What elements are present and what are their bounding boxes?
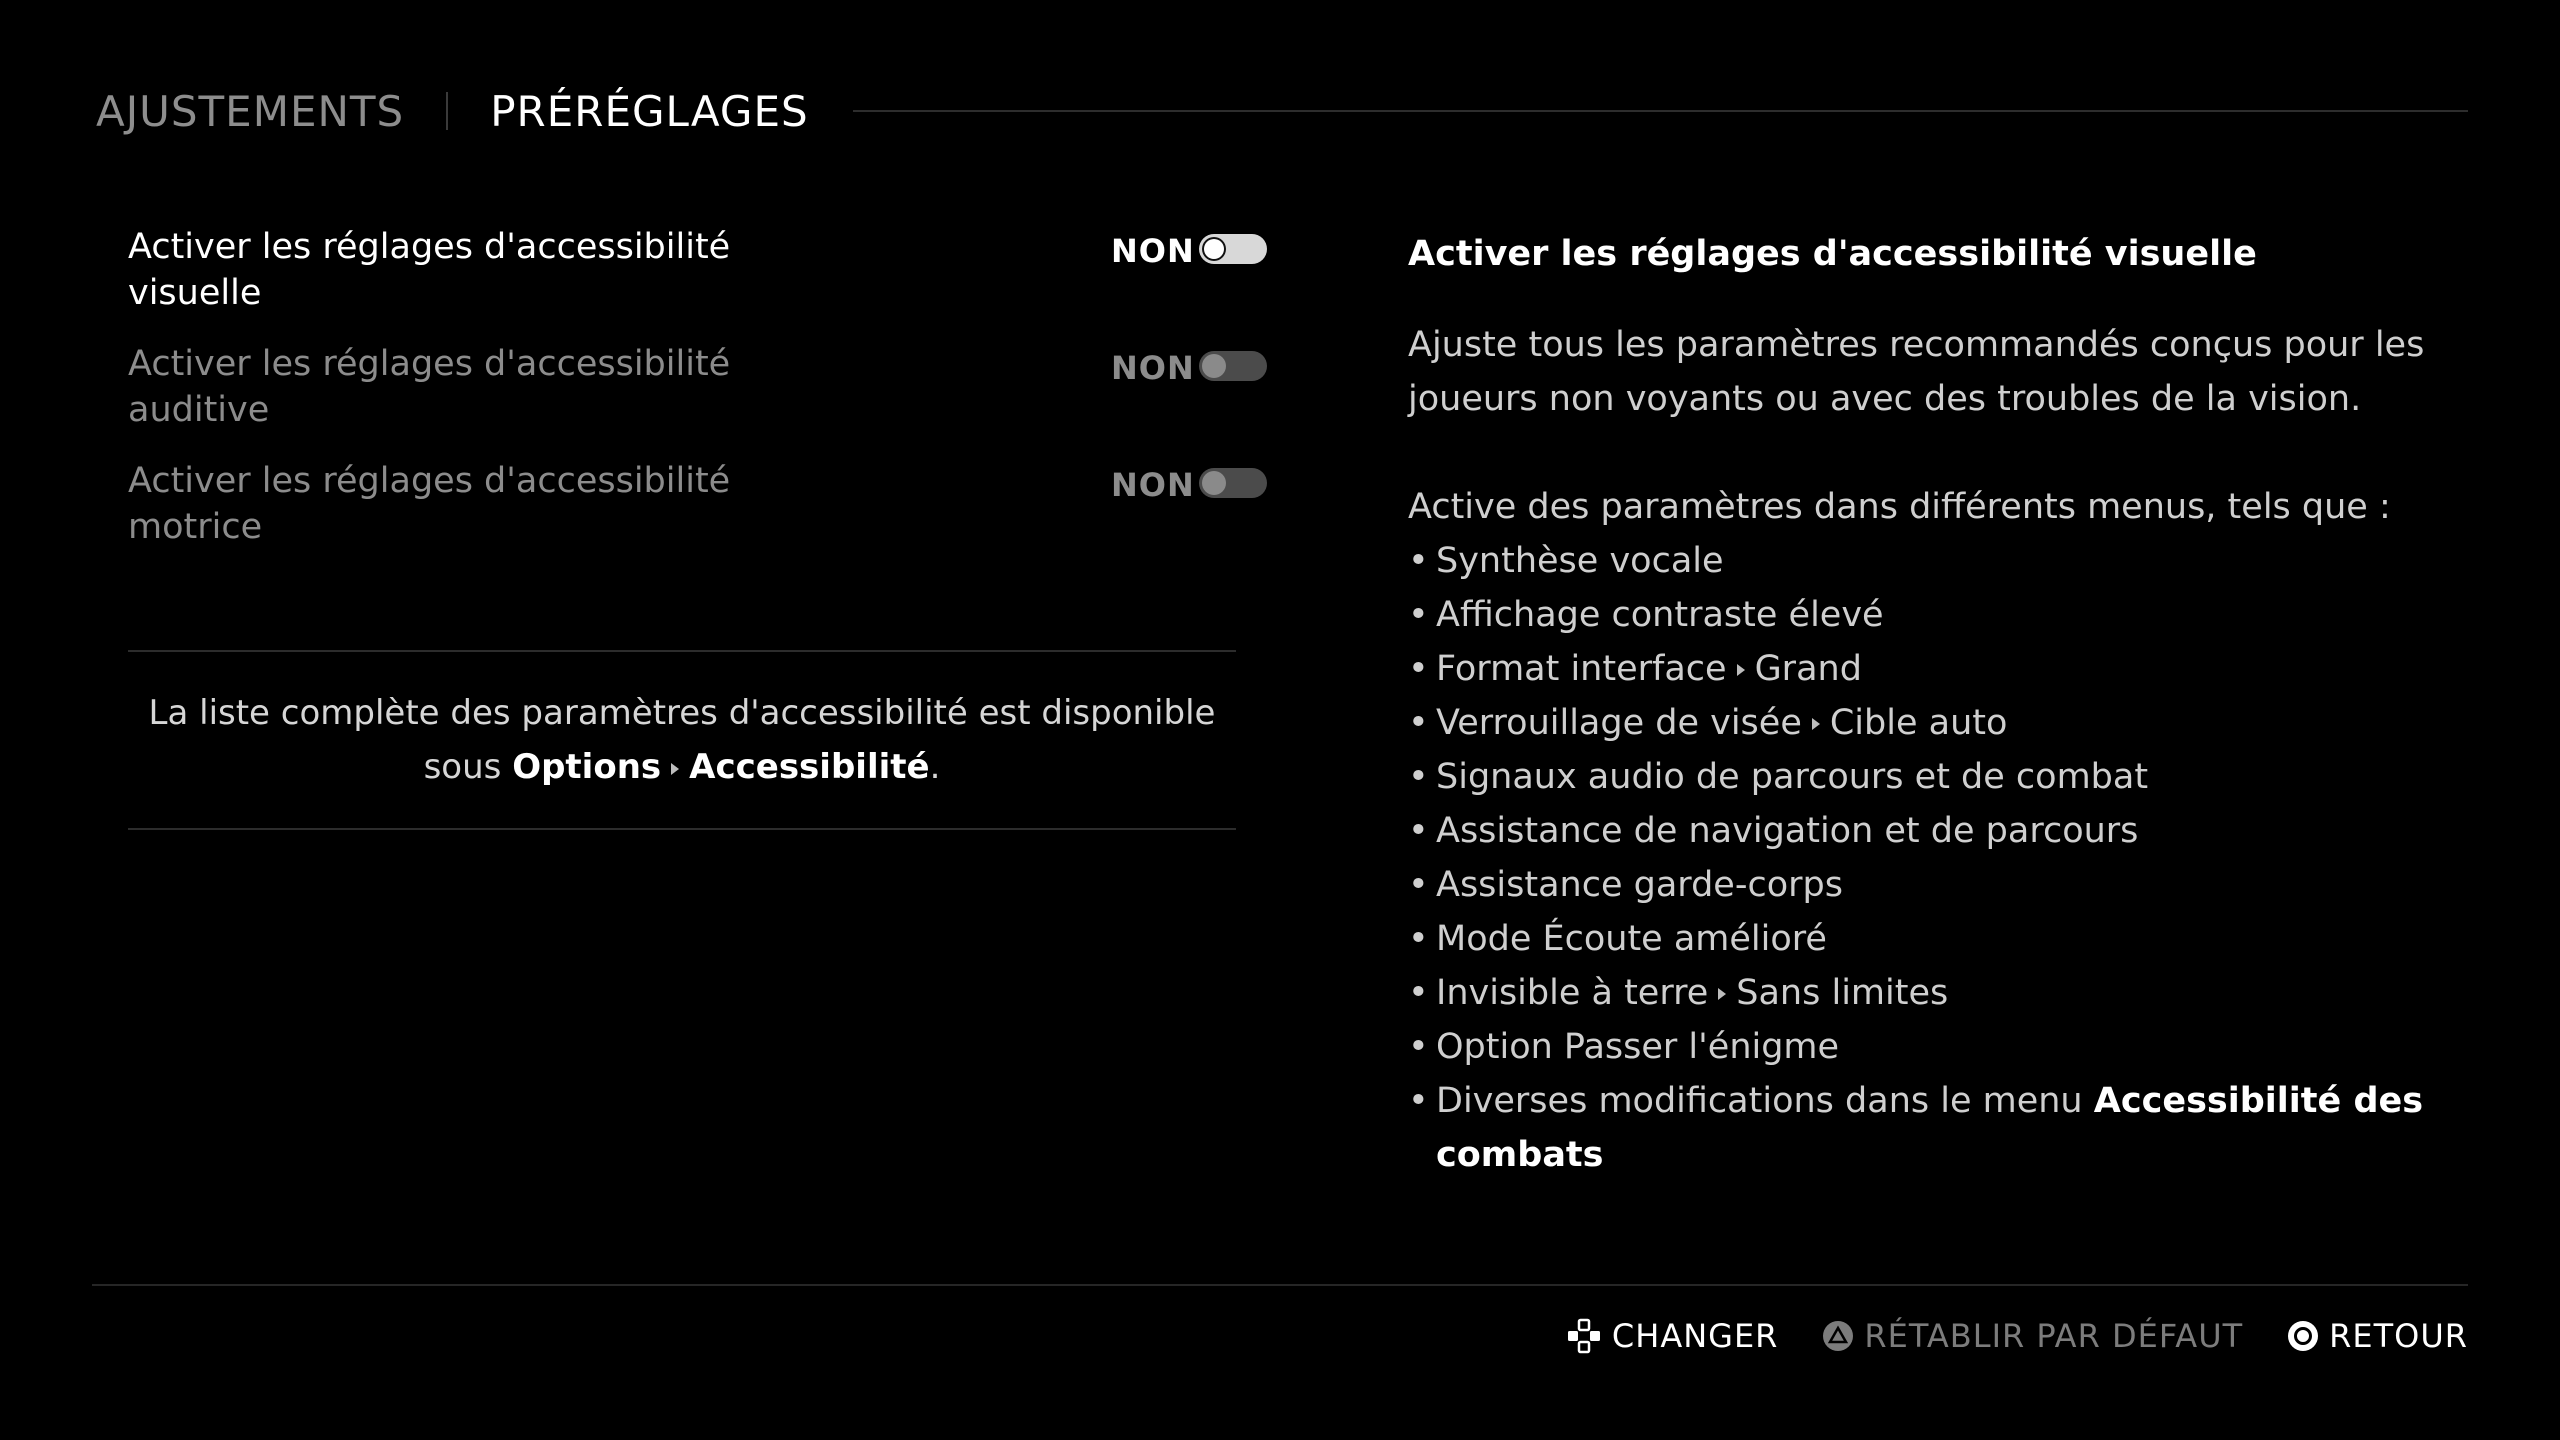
list-item-value: Grand xyxy=(1754,649,1862,689)
description-list xyxy=(1408,534,2428,1182)
back-label: RETOUR xyxy=(2329,1317,2468,1355)
tab-divider xyxy=(446,92,448,130)
chevron-right-icon xyxy=(671,763,679,775)
setting-label: Activer les réglages d'accessibilité visuelle xyxy=(128,227,731,313)
circle-button-icon xyxy=(2287,1320,2319,1352)
bullet: • xyxy=(1408,703,1429,743)
description-list-item xyxy=(1408,534,2428,588)
list-item-main: Option Passer l'énigme xyxy=(1436,1027,1840,1067)
description-panel xyxy=(1408,228,2428,1182)
description-list-item xyxy=(1408,1020,2428,1074)
setting-row-visual[interactable] xyxy=(128,224,1272,341)
toggle-knob xyxy=(1202,237,1226,261)
info-suffix: . xyxy=(929,747,941,787)
list-item-text xyxy=(1436,1020,1839,1074)
setting-label: Activer les réglages d'accessibilité auditive xyxy=(128,344,731,430)
description-intro: Active des paramètres dans différents menus, tels que : xyxy=(1408,487,2391,527)
bullet: • xyxy=(1408,757,1429,797)
bullet: • xyxy=(1408,1081,1429,1121)
dpad-icon xyxy=(1566,1318,1602,1354)
list-item-main: Format interface xyxy=(1436,649,1727,689)
list-item-main: Invisible à terre xyxy=(1436,973,1709,1013)
list-item-text xyxy=(1436,804,2138,858)
chevron-right-icon xyxy=(1812,718,1820,730)
list-item-text xyxy=(1436,588,1884,642)
list-item-text xyxy=(1436,696,2007,750)
list-item-text xyxy=(1436,750,2148,804)
toggle-switch[interactable] xyxy=(1199,351,1267,381)
list-item-main: Signaux audio de parcours et de combat xyxy=(1436,757,2149,797)
description-list-item xyxy=(1408,804,2428,858)
description-list-item xyxy=(1408,858,2428,912)
description-title: Activer les réglages d'accessibilité visuelle xyxy=(1408,234,2257,274)
list-item-main: Synthèse vocale xyxy=(1436,541,1724,581)
bullet: • xyxy=(1408,919,1429,959)
bullet: • xyxy=(1408,865,1429,905)
back-hint[interactable] xyxy=(2287,1317,2468,1355)
bullet: • xyxy=(1408,811,1429,851)
setting-row-auditory[interactable] xyxy=(128,341,1272,458)
description-text: Ajuste tous les paramètres recommandés conçus pour les joueurs non voyants ou avec des troubles de la vision. xyxy=(1408,325,2425,419)
tab-adjustments[interactable]: AJUSTEMENTS xyxy=(96,86,405,136)
list-item-value: Cible auto xyxy=(1829,703,2008,743)
footer-rule xyxy=(92,1284,2468,1286)
info-path-accessibility: Accessibilité xyxy=(689,747,930,787)
chevron-right-icon xyxy=(1718,988,1726,1000)
toggle-switch[interactable] xyxy=(1199,468,1267,498)
reset-hint[interactable] xyxy=(1822,1317,2243,1355)
setting-value: NON xyxy=(1111,349,1195,387)
list-item-text xyxy=(1436,1074,2428,1182)
description-list-item xyxy=(1408,1074,2428,1182)
bullet: • xyxy=(1408,1027,1429,1067)
list-item-main: Affichage contraste élevé xyxy=(1436,595,1884,635)
toggle-knob xyxy=(1202,354,1226,378)
description-list-item xyxy=(1408,696,2428,750)
settings-list xyxy=(128,224,1272,575)
button-hints xyxy=(1522,1312,2468,1360)
description-list-item xyxy=(1408,750,2428,804)
bullet: • xyxy=(1408,649,1429,689)
triangle-button-icon xyxy=(1822,1320,1854,1352)
info-line-2 xyxy=(424,740,941,794)
info-line-1: La liste complète des paramètres d'accessibilité est disponible xyxy=(148,693,1216,733)
list-item-main: Mode Écoute amélioré xyxy=(1436,919,1827,959)
info-prefix: sous xyxy=(423,747,502,787)
description-list-item xyxy=(1408,642,2428,696)
list-item-main: Assistance de navigation et de parcours xyxy=(1436,811,2139,851)
description-list-item xyxy=(1408,966,2428,1020)
change-label: CHANGER xyxy=(1611,1317,1779,1355)
description-list-item xyxy=(1408,912,2428,966)
toggle-switch[interactable] xyxy=(1199,234,1267,264)
bullet: • xyxy=(1408,541,1429,581)
bullet: • xyxy=(1408,595,1429,635)
combat-accessibility-menu-name: Accessibilité des combats xyxy=(1436,1081,2424,1175)
list-item-main: Assistance garde-corps xyxy=(1436,865,1843,905)
tab-bar xyxy=(96,78,2468,144)
list-item-text xyxy=(1436,858,1843,912)
info-path-options: Options xyxy=(512,747,662,787)
tab-presets[interactable]: PRÉRÉGLAGES xyxy=(490,86,809,136)
change-hint[interactable] xyxy=(1566,1317,1778,1355)
list-item-text xyxy=(1436,642,1862,696)
accessibility-info-box xyxy=(128,650,1236,830)
list-item-main: Diverses modifications dans le menu xyxy=(1436,1081,2083,1121)
setting-label: Activer les réglages d'accessibilité motrice xyxy=(128,461,731,547)
chevron-right-icon xyxy=(1737,664,1745,676)
reset-label: RÉTABLIR PAR DÉFAUT xyxy=(1864,1317,2244,1355)
setting-value: NON xyxy=(1111,232,1195,270)
toggle-knob xyxy=(1202,471,1226,495)
setting-value: NON xyxy=(1111,466,1195,504)
list-item-main: Verrouillage de visée xyxy=(1436,703,1802,743)
list-item-text xyxy=(1436,534,1724,588)
list-item-text xyxy=(1436,966,1948,1020)
description-list-item xyxy=(1408,588,2428,642)
bullet: • xyxy=(1408,973,1429,1013)
header-rule xyxy=(853,110,2468,112)
list-item-text xyxy=(1436,912,1827,966)
list-item-value: Sans limites xyxy=(1736,973,1949,1013)
setting-row-motor[interactable] xyxy=(128,458,1272,575)
